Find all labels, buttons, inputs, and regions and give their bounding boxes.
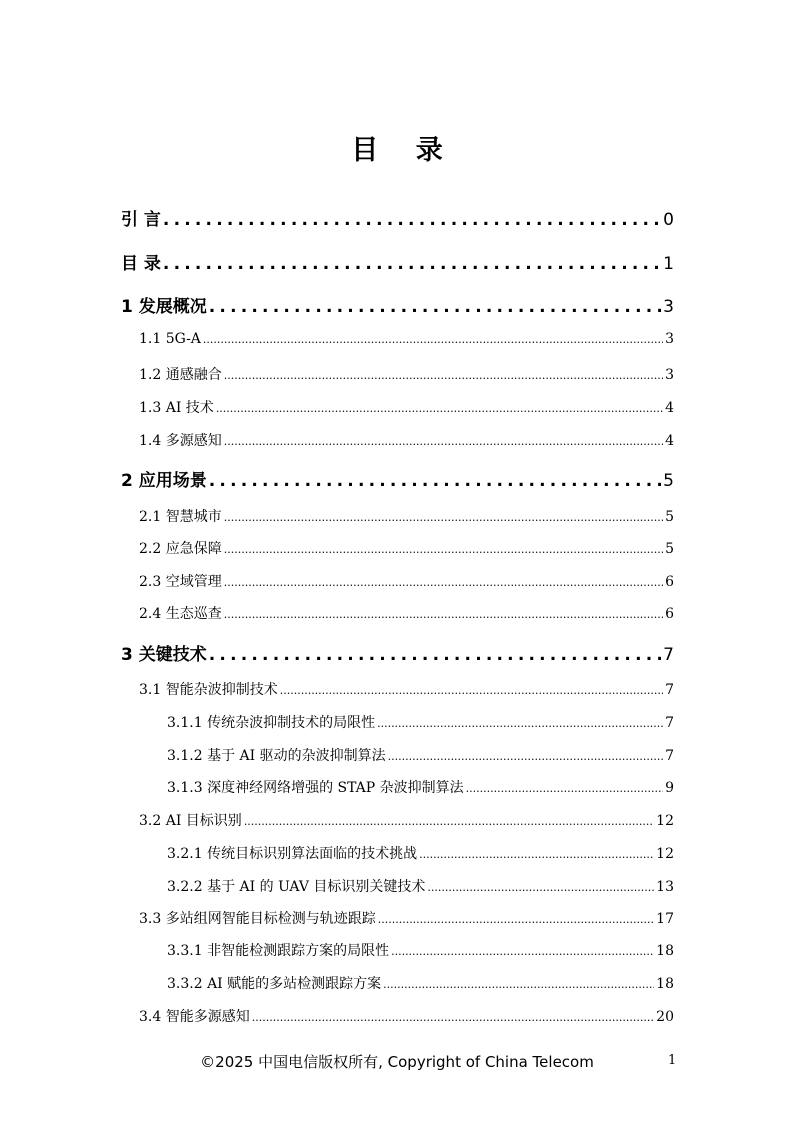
toc-entry-label: 1.2 通感融合 [139, 367, 222, 383]
toc-entry[interactable] [139, 679, 674, 699]
toc-entry[interactable] [139, 538, 674, 558]
toc-leader-dots [203, 333, 663, 346]
toc-leader-dots [163, 254, 661, 274]
toc-entry-page: 7 [665, 715, 674, 731]
toc-entry[interactable] [121, 292, 674, 317]
toc-entry-label: 3.1.1 传统杂波抑制技术的局限性 [167, 715, 376, 731]
toc-entry[interactable] [139, 571, 674, 591]
toc-entry-page: 5 [665, 509, 674, 525]
toc-leader-dots [163, 210, 661, 230]
toc-entry-page: 5 [663, 471, 674, 491]
toc-entry[interactable] [167, 745, 674, 765]
toc-entry[interactable] [139, 364, 674, 384]
toc-leader-dots [209, 645, 661, 665]
toc-entry-page: 20 [656, 1009, 674, 1025]
toc-entry-label: 2.2 应急保障 [139, 541, 222, 557]
toc-entry-page: 9 [665, 780, 674, 796]
toc-entry-page: 7 [663, 645, 674, 665]
toc-entry-page: 17 [656, 911, 674, 927]
toc-entry-page: 7 [665, 748, 674, 764]
toc-entry-label: 1.3 AI 技术 [139, 400, 214, 416]
toc-entry-label: 2.1 智慧城市 [139, 509, 222, 525]
toc-leader-dots [378, 913, 654, 926]
toc-entry[interactable] [121, 466, 674, 491]
toc-entry[interactable] [167, 876, 674, 896]
toc-entry-page: 5 [665, 541, 674, 557]
toc-leader-dots [244, 815, 654, 828]
toc-entry[interactable] [139, 1006, 674, 1026]
toc-leader-dots [280, 684, 663, 697]
toc-entry-label: 3.2.2 基于 AI 的 UAV 目标识别关键技术 [167, 879, 426, 895]
toc-entry-label: 3.1.3 深度神经网络增强的 STAP 杂波抑制算法 [167, 780, 464, 796]
toc-entry[interactable] [139, 603, 674, 623]
toc-leader-dots [209, 471, 661, 491]
toc-entry[interactable] [139, 908, 674, 928]
footer-page-number: 1 [668, 1053, 677, 1068]
toc-entry-label: 3.3.1 非智能检测跟踪方案的局限性 [167, 943, 390, 959]
toc-entry[interactable] [121, 205, 674, 230]
toc-entry-label: 3.2.1 传统目标识别算法面临的技术挑战 [167, 846, 418, 862]
toc-entry[interactable] [167, 712, 674, 732]
toc-entry-label: 3.1 智能杂波抑制技术 [139, 682, 278, 698]
toc-entry-page: 18 [656, 943, 674, 959]
toc-leader-dots [466, 782, 663, 795]
toc-entry-label: 2.3 空域管理 [139, 574, 222, 590]
toc-entry-label: 3.3 多站组网智能目标检测与轨迹跟踪 [139, 911, 376, 927]
toc-entry-page: 6 [665, 574, 674, 590]
toc-entry[interactable] [139, 506, 674, 526]
toc-leader-dots [224, 369, 663, 382]
toc-entry-page: 12 [656, 813, 674, 829]
toc-leader-dots [209, 297, 661, 317]
toc-entry-page: 3 [665, 331, 674, 347]
toc-entry-label: 1.1 5G-A [139, 331, 201, 347]
toc-entry-page: 3 [665, 367, 674, 383]
toc-leader-dots [377, 717, 663, 730]
toc-entry-label: 引 言 [121, 210, 161, 230]
toc-leader-dots [224, 435, 663, 448]
toc-entry[interactable] [139, 810, 674, 830]
toc-entry-label: 1 发展概况 [121, 297, 207, 317]
toc-leader-dots [224, 608, 663, 621]
toc-entry[interactable] [139, 397, 674, 417]
toc-entry-page: 7 [665, 682, 674, 698]
toc-leader-dots [419, 848, 654, 861]
toc-entry-page: 0 [663, 210, 674, 230]
footer-copyright: ©2025 中国电信版权所有, Copyright of China Telecom [200, 1053, 594, 1071]
toc-entry[interactable] [121, 249, 674, 274]
toc-entry[interactable] [121, 640, 674, 665]
toc-entry-label: 1.4 多源感知 [139, 433, 222, 449]
toc-leader-dots [224, 576, 663, 589]
toc-entry-label: 3.2 AI 目标识别 [139, 813, 242, 829]
toc-entry-label: 2 应用场景 [121, 471, 207, 491]
toc-leader-dots [224, 511, 663, 524]
toc-entry-page: 12 [656, 846, 674, 862]
toc-leader-dots [383, 978, 654, 991]
toc-leader-dots [252, 1011, 654, 1024]
toc-leader-dots [391, 945, 654, 958]
toc-entry-page: 6 [665, 606, 674, 622]
toc-entry[interactable] [167, 777, 674, 797]
toc-entry-label: 3 关键技术 [121, 645, 207, 665]
toc-entry[interactable] [167, 973, 674, 993]
toc-entry-label: 3.3.2 AI 赋能的多站检测跟踪方案 [167, 976, 382, 992]
toc-entry-page: 4 [665, 433, 674, 449]
toc-entry-label: 目 录 [121, 254, 161, 274]
toc-entry-page: 13 [656, 879, 674, 895]
page-title: 目 录 [351, 135, 457, 166]
toc-entry-label: 3.1.2 基于 AI 驱动的杂波抑制算法 [167, 748, 386, 764]
toc-leader-dots [427, 881, 654, 894]
toc-entry-label: 3.4 智能多源感知 [139, 1009, 250, 1025]
toc-entry-page: 4 [665, 400, 674, 416]
toc-leader-dots [388, 750, 663, 763]
toc-leader-dots [224, 543, 663, 556]
toc-entry[interactable] [139, 430, 674, 450]
toc-leader-dots [216, 402, 663, 415]
toc-entry[interactable] [167, 843, 674, 863]
toc-entry[interactable] [167, 940, 674, 960]
toc-entry-page: 1 [663, 254, 674, 274]
toc-entry-page: 18 [656, 976, 674, 992]
toc-entry-page: 3 [663, 297, 674, 317]
toc-entry[interactable] [139, 331, 674, 347]
toc-entry-label: 2.4 生态巡查 [139, 606, 222, 622]
